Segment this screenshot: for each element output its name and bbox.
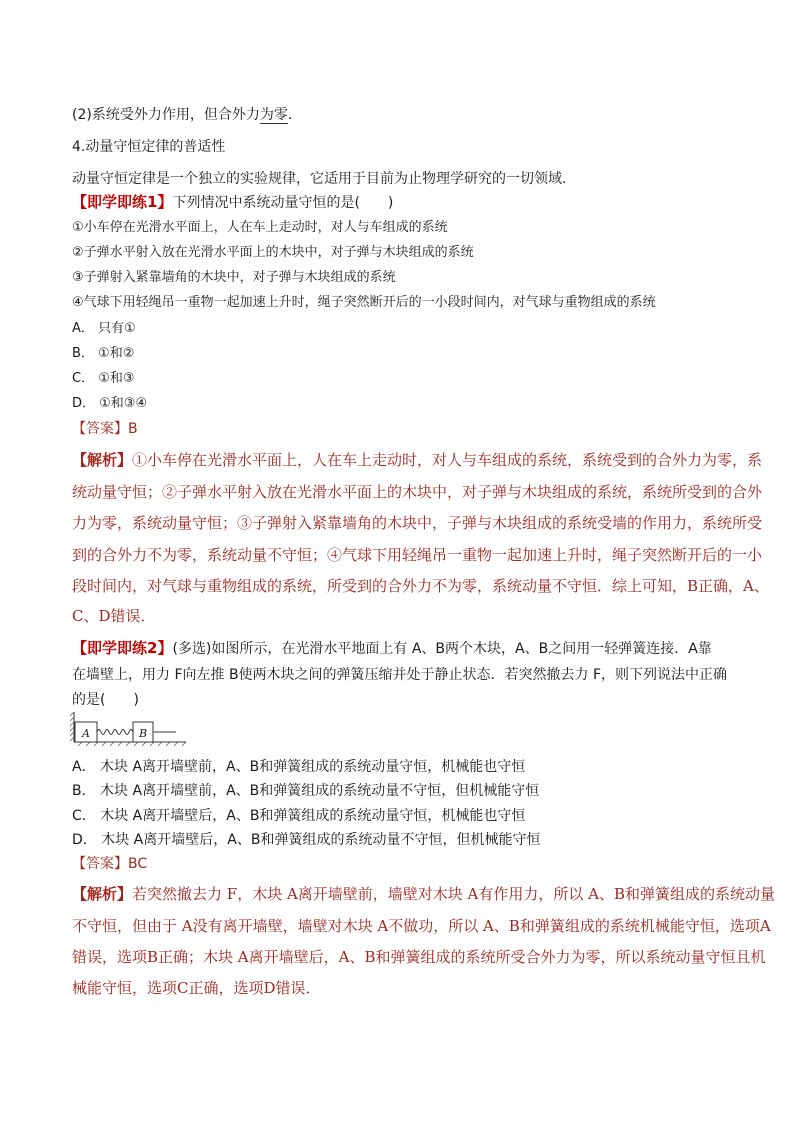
question-1-analysis-line-3: 力为零，系统动量守恒；③子弹射入紧靠墙角的木块中，子弹与木块组成的系统受墙的作用力，系统所受 bbox=[72, 514, 763, 532]
question-1-item-1: ①小车停在光滑水平面上，人在车上走动时，对人与车组成的系统 bbox=[72, 220, 448, 235]
question-2-option-a: A． 木块 A离开墙壁前，A、B和弹簧组成的系统动量守恒，机械能也守恒 bbox=[72, 759, 526, 775]
question-2-answer bbox=[72, 855, 147, 873]
question-2-analysis-line-2: 不守恒，但由于 A没有离开墙壁，墙壁对木块 A不做功，所以 A、B和弹簧组成的系统机械能守恒，选项A bbox=[72, 917, 771, 935]
answer-tag: 【答案】 bbox=[72, 421, 128, 437]
intro-text: (2)系统受外力作用，但合外力 bbox=[72, 107, 260, 123]
question-2-text: (多选)如图所示，在光滑水平地面上有 A、B两个木块，A、B之间用一轻弹簧连接．A靠 bbox=[172, 641, 712, 657]
intro-paragraph-1 bbox=[72, 106, 292, 124]
question-1-tag: 【即学即练1】 bbox=[72, 193, 173, 211]
question-2-stem-line-1 bbox=[72, 638, 712, 659]
question-2-stem-line-3: 的是( ) bbox=[72, 692, 139, 708]
intro-paragraph-2: 动量守恒定律是一个独立的实验规律，它适用于目前为止物理学研究的一切领域. bbox=[72, 171, 567, 187]
question-2-option-c: C． 木块 A离开墙壁后，A、B和弹簧组成的系统动量守恒，机械能也守恒 bbox=[72, 808, 526, 824]
question-1-analysis-line-1 bbox=[72, 450, 762, 470]
section-heading-4: 4.动量守恒定律的普适性 bbox=[72, 139, 226, 155]
question-1-item-2: ②子弹水平射入放在光滑水平面上的木块中，对子弹与木块组成的系统 bbox=[72, 245, 474, 260]
spring-blocks-figure bbox=[70, 710, 190, 746]
question-1-analysis-line-2: 统动量守恒；②子弹水平射入放在光滑水平面上的木块中，对子弹与木块组成的系统，系统所受到的合外 bbox=[72, 483, 763, 501]
question-2-option-b: B． 木块 A离开墙壁前，A、B和弹簧组成的系统动量不守恒，但机械能守恒 bbox=[72, 783, 540, 799]
answer-tag: 【答案】 bbox=[72, 856, 128, 872]
analysis-text: ①小车停在光滑水平面上，人在车上走动时，对人与车组成的系统，系统受到的合外力为零，系 bbox=[132, 451, 763, 469]
question-1-answer bbox=[72, 420, 138, 438]
question-1-text: 下列情况中系统动量守恒的是( ) bbox=[172, 195, 394, 211]
question-1-analysis-line-4: 到的合外力不为零，系统动量不守恒；④气球下用轻绳吊一重物一起加速上升时，绳子突然断开后的一小 bbox=[72, 546, 763, 564]
wall-hatch bbox=[70, 712, 74, 741]
question-2-analysis-line-3: 错误，选项B正确；木块 A离开墙壁后，A、B和弹簧组成的系统所受合外力为零，所以系统动量守恒且机 bbox=[72, 948, 766, 966]
intro-punctuation: . bbox=[287, 107, 293, 123]
spring bbox=[97, 730, 133, 735]
intro-underlined-text: 为零 bbox=[259, 107, 288, 123]
question-1-analysis-line-5: 段时间内，对气球与重物组成的系统，所受到的合外力不为零，系统动量不守恒．综上可知，B正确，A、 bbox=[72, 577, 769, 595]
question-1-option-b: B． ①和② bbox=[72, 346, 135, 361]
question-1-item-3: ③子弹射入紧靠墙角的木块中，对子弹与木块组成的系统 bbox=[72, 270, 396, 285]
answer-value: B bbox=[128, 421, 138, 437]
question-2-stem-line-2: 在墙壁上，用力 F向左推 B使两木块之间的弹簧压缩并处于静止状态．若突然撤去力 F，则下列说法中正确 bbox=[72, 667, 728, 683]
block-b-label: B bbox=[139, 727, 148, 740]
question-1-option-a: A． 只有① bbox=[72, 321, 136, 336]
question-2-analysis-line-4: 械能守恒，选项C正确，选项D错误． bbox=[72, 979, 321, 997]
analysis-tag: 【解析】 bbox=[72, 885, 133, 903]
answer-value: BC bbox=[128, 856, 148, 872]
question-1-option-c: C． ①和③ bbox=[72, 371, 135, 386]
analysis-tag: 【解析】 bbox=[72, 451, 133, 469]
analysis-text: 若突然撤去力 F，木块 A离开墙壁前，墙壁对木块 A有作用力，所以 A、B和弹簧组成的系统动量 bbox=[132, 885, 776, 903]
question-1-analysis-line-6: C、D错误． bbox=[72, 607, 156, 625]
ground-hatch bbox=[78, 742, 186, 746]
question-1-stem bbox=[72, 193, 393, 212]
question-2-option-d: D． 木块 A离开墙壁后，A、B和弹簧组成的系统动量不守恒，但机械能守恒 bbox=[72, 832, 541, 848]
block-a-label: A bbox=[82, 727, 90, 740]
question-1-item-4: ④气球下用轻绳吊一重物一起加速上升时，绳子突然断开后的一小段时间内，对气球与重物组成的系统 bbox=[72, 295, 656, 310]
question-2-tag: 【即学即练2】 bbox=[72, 639, 173, 657]
question-1-option-d: D． ①和③④ bbox=[72, 396, 148, 411]
question-2-analysis-line-1 bbox=[72, 884, 775, 904]
